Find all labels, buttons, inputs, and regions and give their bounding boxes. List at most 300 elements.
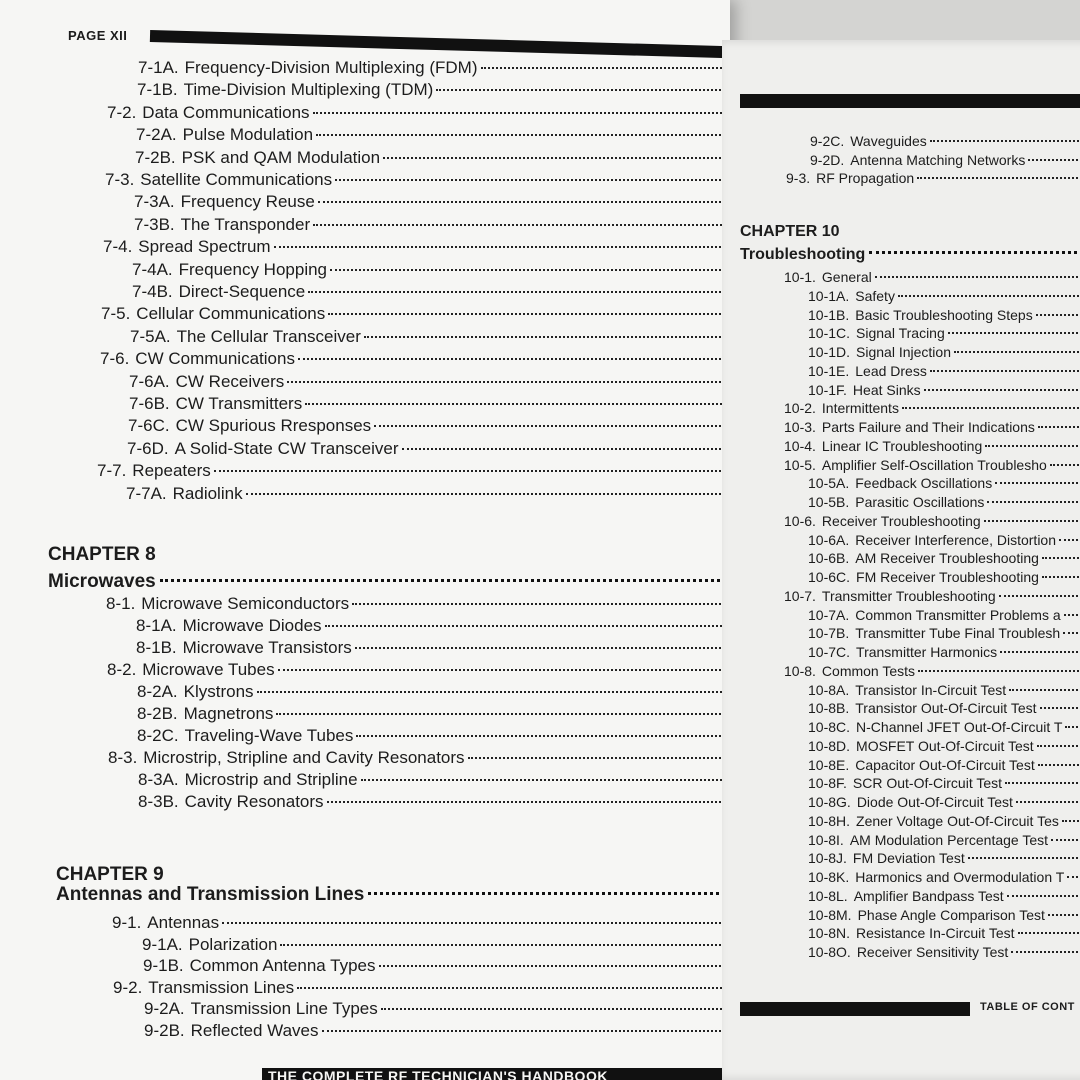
toc-entry-title: Harmonics and Overmodulation T <box>855 869 1065 885</box>
toc-entry-title: AM Receiver Troubleshooting <box>855 550 1039 567</box>
toc-entry-number: 8-1. <box>106 594 136 613</box>
toc-entry-title: Basic Troubleshooting Steps <box>855 306 1033 323</box>
toc-entry-title: Phase Angle Comparison Test <box>857 906 1045 923</box>
toc-entry-number: 10-8N. <box>808 925 851 942</box>
toc-entry-title: A Solid-State CW Transceiver <box>174 438 399 458</box>
dot-leader <box>995 482 1080 484</box>
dot-leader <box>352 603 725 605</box>
toc-entry-number: 10-8I. <box>808 831 844 848</box>
toc-entry-title: The Transponder <box>180 214 311 234</box>
toc-entry-title: Radiolink <box>172 483 243 503</box>
dot-leader <box>924 389 1080 391</box>
dot-leader <box>930 140 1080 142</box>
chapter-name-text: Microwaves <box>48 571 156 592</box>
dot-leader <box>278 669 725 671</box>
toc-entry-title: Intermittents <box>821 400 899 417</box>
toc-entry <box>113 978 725 998</box>
toc-entry-title: Cellular Communications <box>136 304 326 324</box>
toc-entry <box>808 288 1080 304</box>
toc-entry <box>808 794 1080 810</box>
toc-entry <box>808 344 1080 360</box>
dot-leader <box>327 801 725 803</box>
footer-label: THE COMPLETE RF TECHNICIAN'S HANDBOOK <box>262 1068 614 1080</box>
toc-entry <box>129 394 725 414</box>
dot-leader <box>335 179 725 181</box>
toc-entry-number: 10-8K. <box>808 869 850 885</box>
toc-entry-number: 10-8. <box>784 662 816 679</box>
toc-entry-title: Klystrons <box>183 682 254 701</box>
toc-entry-number: 7-6B. <box>129 394 170 413</box>
dot-leader <box>1000 651 1080 653</box>
toc-entry-title: Transmitter Tube Final Troublesh <box>855 625 1061 642</box>
toc-entry-title: Microstrip, Stripline and Cavity Resonators <box>143 748 465 767</box>
toc-entry-title: SCR Out-Of-Circuit Test <box>852 775 1003 792</box>
toc-entry-title: Transistor Out-Of-Circuit Test <box>855 700 1037 717</box>
toc-entry <box>136 616 725 636</box>
toc-entry-number: 10-4. <box>784 437 816 454</box>
header-rule-right <box>740 94 1080 108</box>
toc-entry <box>134 215 725 235</box>
toc-entry-title: Microstrip and Stripline <box>184 770 358 789</box>
toc-entry <box>784 400 1080 416</box>
toc-entry-number: 10-7B. <box>808 625 850 642</box>
toc-entry-number: 8-2A. <box>137 682 178 701</box>
toc-entry-title: Lead Dress <box>855 362 927 379</box>
toc-entry-title: Transmitter Troubleshooting <box>821 587 996 604</box>
dot-leader <box>481 67 726 69</box>
dot-leader <box>328 313 725 315</box>
toc-entry-number: 7-2B. <box>135 147 176 167</box>
toc-entry-title: Transmission Line Types <box>190 999 378 1019</box>
toc-entry <box>784 438 1080 454</box>
footer-label-right: TABLE OF CONT <box>980 1001 1075 1013</box>
toc-entry-title: CW Receivers <box>175 371 285 391</box>
toc-entry-number: 10-6C. <box>808 569 851 585</box>
toc-entry <box>138 58 725 78</box>
dot-leader <box>1048 914 1080 916</box>
toc-entry <box>137 704 725 724</box>
toc-entry-number: 9-1B. <box>143 956 184 976</box>
dot-leader <box>325 625 725 627</box>
toc-entry-number: 8-3A. <box>138 770 179 789</box>
toc-entry <box>808 682 1080 698</box>
chapter-label: CHAPTER 8 <box>48 544 156 565</box>
chapter-label: CHAPTER 9 <box>56 864 164 885</box>
dot-leader <box>1011 951 1080 953</box>
dot-leader <box>379 965 726 967</box>
toc-entry <box>136 125 725 145</box>
dot-leader <box>948 332 1080 334</box>
toc-entry-number: 8-3. <box>108 748 138 767</box>
toc-entry <box>784 457 1080 473</box>
toc-entry <box>137 80 725 100</box>
dot-leader <box>468 757 725 759</box>
toc-entry <box>808 850 1080 866</box>
toc-entry-number: 7-6A. <box>129 371 170 391</box>
toc-entry-number: 7-3. <box>105 170 135 189</box>
toc-entry-title: CW Spurious Rresponses <box>175 416 372 436</box>
toc-entry <box>808 813 1080 829</box>
dot-leader <box>1028 159 1080 161</box>
toc-entry-number: 9-1A. <box>142 934 183 954</box>
toc-entry-number: 10-1C. <box>808 325 851 342</box>
toc-entry-title: Microwave Tubes <box>142 660 275 679</box>
dot-leader <box>999 595 1080 597</box>
toc-entry <box>808 757 1080 773</box>
toc-entry-number: 7-6D. <box>127 438 169 458</box>
toc-entry <box>808 363 1080 379</box>
toc-entry-number: 8-1B. <box>136 638 177 657</box>
toc-entry-title: Heat Sinks <box>852 381 921 398</box>
toc-entry <box>130 327 725 347</box>
toc-entry <box>808 569 1080 585</box>
toc-entry-title: Transmission Lines <box>148 977 295 997</box>
toc-entry-title: Pulse Modulation <box>182 125 314 145</box>
dot-leader <box>1009 689 1080 691</box>
toc-entry-title: Receiver Interference, Distortion <box>855 531 1057 548</box>
dot-leader <box>246 493 725 495</box>
toc-entry-title: Frequency Hopping <box>178 259 328 279</box>
toc-entry-title: Parts Failure and Their Indications <box>821 419 1035 435</box>
dot-leader <box>374 425 725 427</box>
dot-leader <box>987 501 1080 503</box>
toc-entry <box>105 170 725 190</box>
toc-entry <box>808 719 1080 735</box>
footer-rule-right <box>740 1002 970 1016</box>
toc-entry <box>808 700 1080 716</box>
toc-entry <box>107 660 725 680</box>
toc-entry-title: Resistance In-Circuit Test <box>856 925 1015 942</box>
toc-entry-title: Polarization <box>188 934 278 954</box>
toc-entry-number: 10-3. <box>784 419 816 435</box>
toc-entry-number: 7-3A. <box>134 192 175 212</box>
dot-leader <box>1038 764 1080 766</box>
toc-entry-title: Amplifier Bandpass Test <box>853 887 1004 904</box>
dot-leader <box>276 713 725 715</box>
toc-entry-title: Spread Spectrum <box>138 237 271 257</box>
dot-leader <box>917 177 1080 179</box>
toc-entry-number: 7-7A. <box>126 483 167 503</box>
toc-entry-number: 10-8E. <box>808 756 850 773</box>
toc-entry-title: Frequency-Division Multiplexing (FDM) <box>184 58 478 77</box>
chapter-label: CHAPTER 10 <box>740 223 840 240</box>
toc-entry <box>808 944 1080 960</box>
toc-entry-number: 10-5B. <box>808 494 850 510</box>
chapter-name-text: Troubleshooting <box>740 246 866 263</box>
toc-entry <box>128 416 725 436</box>
toc-entry-title: AM Modulation Percentage Test <box>849 831 1048 848</box>
toc-entry-title: Antenna Matching Networks <box>850 151 1026 168</box>
toc-entry-number: 7-7. <box>97 461 127 481</box>
dot-leader <box>1016 801 1080 803</box>
toc-entry-title: N-Channel JFET Out-Of-Circuit T <box>856 719 1063 735</box>
chapter-name <box>740 246 1080 264</box>
toc-entry-title: Common Antenna Types <box>189 956 376 976</box>
toc-entry-title: Feedback Oscillations <box>855 475 993 492</box>
toc-entry-number: 7-4. <box>103 237 133 257</box>
toc-entry-number: 10-8F. <box>808 775 847 792</box>
dot-leader <box>160 579 725 582</box>
toc-entry <box>808 888 1080 904</box>
toc-entry-number: 10-8M. <box>808 906 852 923</box>
toc-entry <box>108 748 725 768</box>
dot-leader <box>869 251 1080 254</box>
toc-entry-number: 10-5A. <box>808 475 850 492</box>
toc-entry <box>101 304 725 324</box>
toc-entry-title: Transistor In-Circuit Test <box>855 681 1007 698</box>
dot-leader <box>898 295 1080 297</box>
toc-entry-number: 10-1F. <box>808 381 847 398</box>
toc-entry <box>144 999 725 1019</box>
toc-entry-title: Linear IC Troubleshooting <box>821 437 983 454</box>
toc-entry-number: 10-8J. <box>808 850 847 867</box>
dot-leader <box>1065 726 1080 728</box>
toc-entry-number: 10-8B. <box>808 700 850 717</box>
toc-entry <box>142 935 725 955</box>
dot-leader <box>298 358 725 360</box>
toc-entry-number: 9-3. <box>786 170 811 186</box>
toc-entry-title: Common Transmitter Problems a <box>855 606 1061 623</box>
dot-leader <box>222 922 725 924</box>
toc-entry-title: Receiver Troubleshooting <box>821 512 981 529</box>
toc-entry-title: General <box>821 269 872 285</box>
dot-leader <box>875 276 1080 278</box>
toc-entry-title: Traveling-Wave Tubes <box>184 726 354 745</box>
toc-entry <box>106 594 725 614</box>
dot-leader <box>383 157 725 159</box>
toc-entry-number: 9-2A. <box>144 999 185 1019</box>
dot-leader <box>1063 632 1080 634</box>
dot-leader <box>954 351 1080 353</box>
toc-entry-title: Direct-Sequence <box>178 282 306 301</box>
dot-leader <box>1018 932 1080 934</box>
toc-entry-number: 7-4A. <box>132 259 173 279</box>
toc-entry-title: Frequency Reuse <box>180 192 315 212</box>
toc-entry-number: 10-7. <box>784 587 816 604</box>
toc-entry-title: Magnetrons <box>183 704 274 723</box>
toc-entry-number: 9-2. <box>113 977 143 997</box>
toc-entry-title: Safety <box>855 287 895 304</box>
toc-entry-number: 10-6B. <box>808 550 850 567</box>
toc-entry-number: 7-5A. <box>130 326 171 346</box>
toc-entry-number: 7-1A. <box>138 58 179 77</box>
toc-entry <box>808 644 1080 660</box>
toc-entry-title: Microwave Semiconductors <box>141 594 350 613</box>
toc-entry <box>808 307 1080 323</box>
toc-entry-number: 7-2. <box>107 102 137 122</box>
dot-leader <box>316 134 725 136</box>
toc-entry-number: 9-2D. <box>810 151 845 168</box>
toc-entry-number: 7-5. <box>101 304 131 324</box>
toc-entry <box>784 663 1080 679</box>
dot-leader <box>985 445 1080 447</box>
toc-entry-number: 10-7A. <box>808 606 850 623</box>
toc-entry <box>126 484 725 504</box>
dot-leader <box>1062 820 1080 822</box>
toc-entry-number: 10-7C. <box>808 644 851 660</box>
toc-entry-title: Transmitter Harmonics <box>856 644 998 660</box>
toc-entry <box>808 738 1080 754</box>
toc-entry <box>135 148 725 168</box>
toc-entry-number: 10-8A. <box>808 681 850 698</box>
toc-entry <box>132 282 725 302</box>
toc-entry-title: Microwave Transistors <box>182 638 352 657</box>
page-header-label: PAGE XII <box>68 28 128 43</box>
toc-entry-title: CW Communications <box>135 349 295 369</box>
toc-entry-number: 9-1. <box>112 913 142 932</box>
dot-leader <box>902 407 1080 409</box>
dot-leader <box>1067 876 1080 878</box>
toc-entry-title: Diode Out-Of-Circuit Test <box>856 794 1013 810</box>
toc-entry <box>810 133 1080 149</box>
dot-leader <box>1037 745 1080 747</box>
dot-leader <box>313 224 725 226</box>
toc-entry-title: Parasitic Oscillations <box>855 494 985 510</box>
toc-entry <box>103 237 725 257</box>
toc-entry <box>129 372 725 392</box>
toc-entry-title: MOSFET Out-Of-Circuit Test <box>856 737 1034 754</box>
toc-entry-title: Reflected Waves <box>190 1021 319 1040</box>
dot-leader <box>313 112 725 114</box>
dot-leader <box>355 647 725 649</box>
toc-entry-number: 8-1A. <box>136 616 177 635</box>
toc-entry-number: 10-6. <box>784 512 816 529</box>
toc-entry-number: 10-5. <box>784 456 816 473</box>
toc-entry-title: Cavity Resonators <box>184 792 324 811</box>
toc-entry-title: Signal Tracing <box>856 325 945 342</box>
toc-entry <box>136 638 725 658</box>
toc-entry-number: 10-1D. <box>808 344 851 360</box>
dot-leader <box>436 89 725 91</box>
toc-entry <box>144 1021 725 1041</box>
dot-leader <box>1040 707 1080 709</box>
toc-entry <box>808 475 1080 491</box>
toc-entry-number: 10-1B. <box>808 306 850 323</box>
toc-entry-number: 10-1A. <box>808 287 850 304</box>
toc-entry-number: 8-2B. <box>137 704 178 723</box>
toc-entry-title: Microwave Diodes <box>182 616 322 635</box>
dot-leader <box>214 470 725 472</box>
chapter-name <box>56 884 725 906</box>
toc-entry <box>137 726 725 746</box>
toc-entry <box>107 103 725 123</box>
dot-leader <box>305 403 725 405</box>
toc-entry-title: Satellite Communications <box>140 170 333 189</box>
toc-entry <box>132 260 725 280</box>
dot-leader <box>1042 557 1080 559</box>
dot-leader <box>402 448 726 450</box>
toc-entry-title: Capacitor Out-Of-Circuit Test <box>855 756 1035 773</box>
toc-entry <box>808 907 1080 923</box>
dot-leader <box>280 944 725 946</box>
dot-leader <box>308 291 725 293</box>
dot-leader <box>1038 426 1080 428</box>
dot-leader <box>274 246 725 248</box>
dot-leader <box>330 269 725 271</box>
toc-entry-number: 8-3B. <box>138 792 179 811</box>
dot-leader <box>381 1008 725 1010</box>
toc-entry-number: 10-8H. <box>808 812 851 829</box>
toc-entry-title: Zener Voltage Out-Of-Circuit Tes <box>856 812 1059 829</box>
toc-entry <box>808 925 1080 941</box>
toc-entry-number: 7-1B. <box>137 80 178 100</box>
toc-entry-number: 7-6. <box>100 349 130 369</box>
toc-entry <box>97 461 725 481</box>
toc-entry-title: Signal Injection <box>856 344 951 360</box>
dot-leader <box>968 857 1080 859</box>
toc-entry-title: Common Tests <box>821 662 916 679</box>
toc-entry-number: 10-1E. <box>808 362 850 379</box>
toc-entry <box>784 269 1080 285</box>
toc-entry-number: 10-8O. <box>808 944 851 960</box>
toc-entry-number: 10-8D. <box>808 737 851 754</box>
toc-entry-title: FM Receiver Troubleshooting <box>856 569 1039 585</box>
toc-entry-number: 7-4B. <box>132 282 173 301</box>
toc-entry-number: 10-6A. <box>808 531 850 548</box>
dot-leader <box>322 1030 725 1032</box>
toc-entry <box>808 625 1080 641</box>
dot-leader <box>930 370 1080 372</box>
dot-leader <box>257 691 725 693</box>
toc-entry-title: Waveguides <box>850 133 927 149</box>
toc-entry-number: 9-2B. <box>144 1021 185 1040</box>
toc-entry-title: CW Transmitters <box>175 394 303 413</box>
toc-entry-number: 10-8G. <box>808 794 851 810</box>
toc-entry <box>808 494 1080 510</box>
toc-entry <box>786 170 1080 186</box>
dot-leader <box>297 987 725 989</box>
toc-entry-number: 9-2C. <box>810 133 845 149</box>
toc-entry-number: 7-2A. <box>136 125 177 145</box>
dot-leader <box>918 670 1080 672</box>
toc-entry-number: 7-6C. <box>128 416 170 436</box>
toc-entry <box>808 382 1080 398</box>
toc-entry-title: FM Deviation Test <box>852 850 965 867</box>
toc-entry <box>112 913 725 933</box>
dot-leader <box>318 201 725 203</box>
dot-leader <box>984 520 1080 522</box>
dot-leader <box>1059 539 1080 541</box>
toc-entry <box>138 792 725 812</box>
toc-entry <box>808 550 1080 566</box>
toc-entry-title: Amplifier Self-Oscillation Troublesho <box>821 456 1047 473</box>
dot-leader <box>1051 839 1080 841</box>
dot-leader <box>1042 576 1080 578</box>
toc-entry-number: 10-8L. <box>808 887 848 904</box>
toc-entry <box>808 607 1080 623</box>
toc-entry-title: Repeaters <box>132 461 211 481</box>
dot-leader <box>1064 614 1080 616</box>
toc-entry <box>784 588 1080 604</box>
toc-entry <box>808 325 1080 341</box>
toc-entry <box>808 869 1080 885</box>
toc-entry <box>810 152 1080 168</box>
header-rule <box>150 30 730 59</box>
toc-entry-title: Time-Division Multiplexing (TDM) <box>183 80 434 100</box>
toc-entry <box>138 770 725 790</box>
toc-entry <box>808 532 1080 548</box>
dot-leader <box>364 336 725 338</box>
right-page <box>722 40 1080 1080</box>
toc-entry <box>127 439 725 459</box>
toc-entry-number: 8-2C. <box>137 726 179 745</box>
toc-entry <box>134 192 725 212</box>
toc-entry-number: 10-8C. <box>808 719 851 735</box>
dot-leader <box>356 735 725 737</box>
dot-leader <box>361 779 725 781</box>
toc-entry-title: PSK and QAM Modulation <box>181 147 381 167</box>
toc-entry <box>784 513 1080 529</box>
